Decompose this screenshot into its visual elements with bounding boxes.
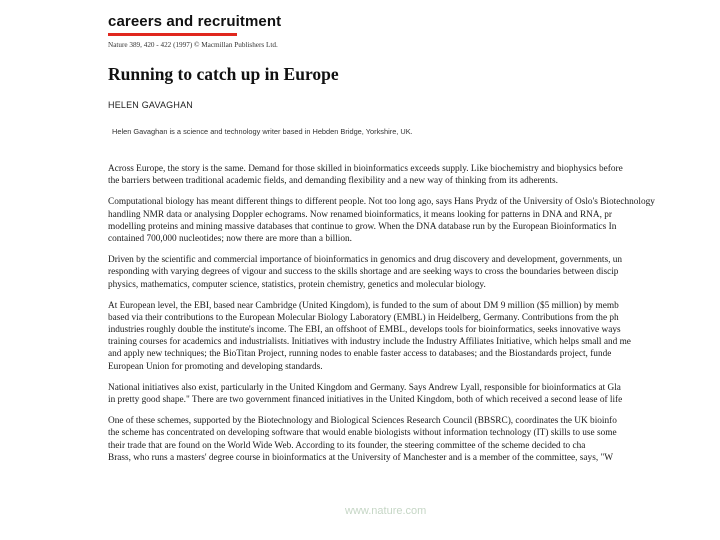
author-note: Helen Gavaghan is a science and technology writer based in Hebden Bridge, Yorkshire, UK. [112,127,413,136]
article-paragraph [108,254,720,291]
article-title: Running to catch up in Europe [108,64,339,84]
watermark: www.nature.com [345,505,427,517]
paragraph-line: in pretty good shape." There are two government financed initiatives in the United Kingdom, both of which received a second lease of life [108,395,623,405]
paragraph-line: Driven by the scientific and commercial importance of bioinformatics in genomics and drug discovery and development, governments, un [108,255,623,266]
paragraph-line: Across Europe, the story is the same. Demand for those skilled in bioinformatics exceeds supply. Like biochemistry and biophysics before [108,164,623,174]
paragraph-line: modelling proteins and mining massive databases that continue to grow. When the DNA database run by the European Bioinformatics In [108,221,617,232]
paragraph-line: the scheme has concentrated on developing software that would enable biologists without information technology (IT) skills to use some [108,428,617,439]
article-body [108,163,720,473]
article-byline: HELEN GAVAGHAN [108,100,193,110]
paragraph-line: physics, mathematics, computer science, statistics, protein chemistry, genetics and molecular biology. [108,279,486,290]
article-paragraph [108,382,720,406]
paragraph-line: responding with varying degrees of vigour and success to the skills shortage and are seeking ways to cross the boundaries between discip [108,267,619,278]
article-paragraph [108,415,720,464]
paragraph-line: their trade that are found on the World Wide Web. According to its founder, the steering committee of the scheme decided to cha [108,440,586,451]
paragraph-line: Brass, who runs a masters' degree course in bioinformatics at the University of Manchester and is a member of the committee, says, "W [108,452,614,463]
paragraph-line: contained 700,000 nucleotides; now there are more than a billion. [108,233,352,244]
paragraph-line: Computational biology has meant different things to different people. Not too long ago, says Hans Prydz of the University of Oslo's Biotechnology [108,197,655,208]
paragraph-line: European Union for promoting and developing standards. [108,361,323,372]
paragraph-line: industries roughly double the institute's income. The EBI, an offshoot of EMBL, develops tools for bioinformatics, seeks innovative ways [108,325,621,336]
paragraph-line: handling NMR data or analysing Doppler echograms. Now renamed bioinformatics, it means looking for patterns in DNA and RNA, pr [108,209,612,220]
paragraph-line: based via their contributions to the European Molecular Biology Laboratory (EMBL) in Heidelberg, Germany. Contributions from the ph [108,312,619,323]
article-paragraph [108,196,720,245]
paragraph-line: training courses for academics and industrialists. Initiatives with industry include the Industry Affiliates Initiative, which helps small and me [108,337,631,348]
journal-citation: Nature 389, 420 - 422 (1997) © Macmillan Publishers Ltd. [108,41,278,49]
paragraph-line: and apply new techniques; the BioTitan Project, running nodes to enable faster access to databases; and the Biostandards project, funde [108,349,612,360]
article-paragraph [108,300,720,373]
section-masthead: careers and recruitment [108,13,282,30]
paragraph-line: One of these schemes, supported by the Biotechnology and Biological Sciences Research Council (BBSRC), coordinates the UK bioinfo [108,416,617,427]
article-paragraph [108,163,720,187]
masthead-accent-bar [108,33,237,36]
paragraph-line: At European level, the EBI, based near Cambridge (United Kingdom), is funded to the sum of about DM 9 million ($5 million) by memb [108,300,619,311]
paragraph-line: National initiatives also exist, particularly in the United Kingdom and Germany. Says Andrew Lyall, responsible for bioinformatics at Gla [108,382,621,393]
paragraph-line: the barriers between traditional academic fields, and demanding flexibility and a new way of thinking from its adherents. [108,176,558,187]
